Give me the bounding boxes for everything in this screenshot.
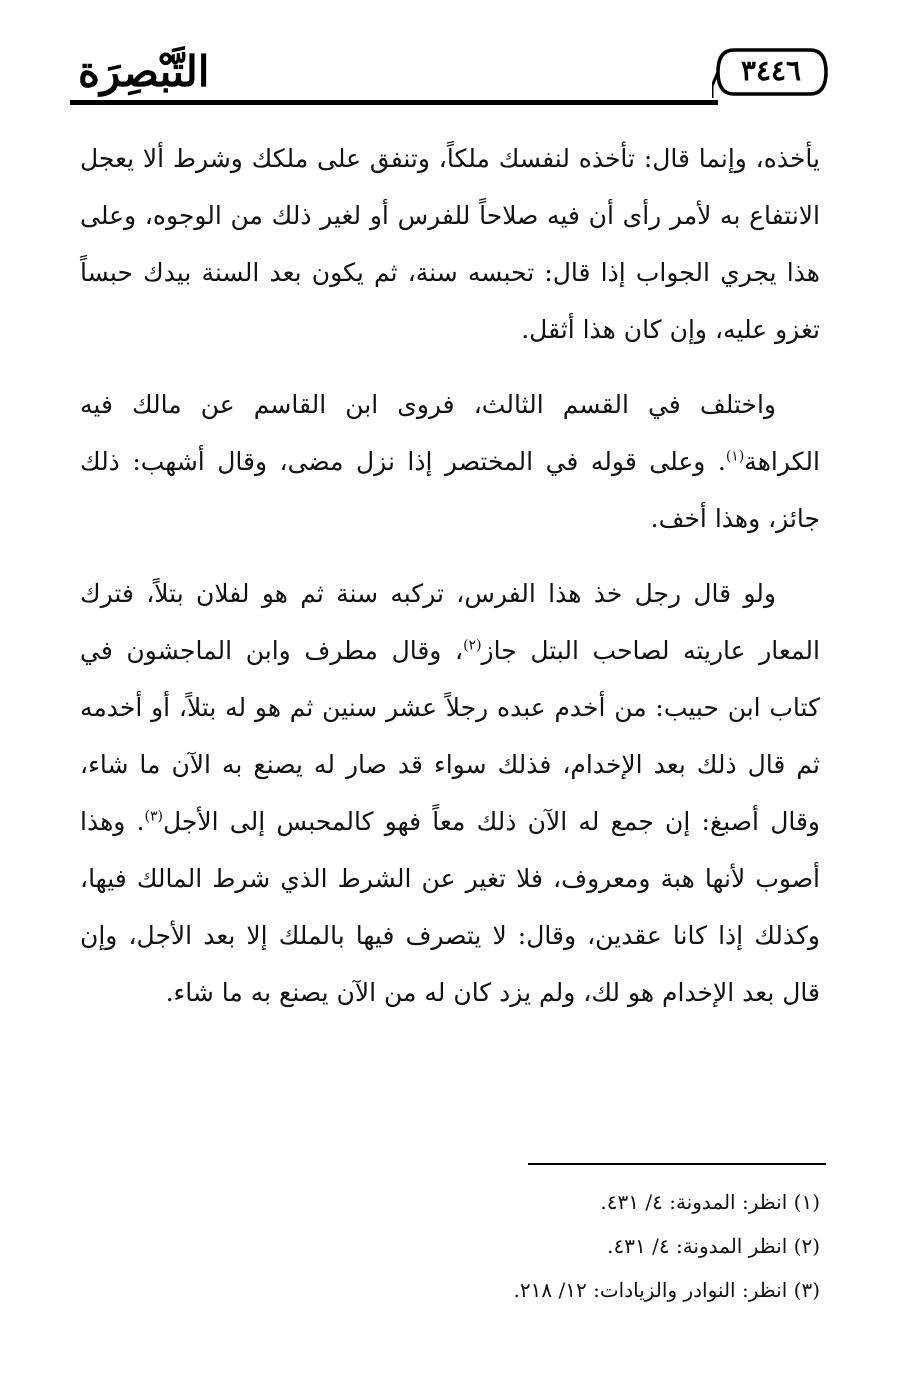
page-number: ٣٤٤٦ [740, 54, 802, 87]
footnotes [120, 1180, 820, 1312]
book-title: التَّبْصِرَة [78, 47, 210, 96]
footnote-ref-3: (٣) [144, 808, 163, 825]
paragraph-2-text-a: واختلف في القسم الثالث، فروى ابن القاسم عن مالك فيه الكراهة [80, 390, 820, 476]
paragraph-1: يأخذه، وإنما قال: تأخذه لنفسك ملكاً، وتنفق على ملكك وشرط ألا يعجل الانتفاع به لأمر رأى أن فيه صلاحاً للفرس أو لغير ذلك من الوجوه، وعلى هذا يجري الجواب إذا قال: تحبسه سنة، ثم يكون بعد السنة بيدك حبساً تغزو عليه، وإن كان هذا أثقل. [80, 144, 820, 344]
footnote-3: (٣) انظر: النوادر والزيادات: ١٢/ ٢١٨. [513, 1278, 820, 1302]
footnote-ref-2: (٢) [463, 637, 482, 654]
main-text [80, 130, 820, 1021]
footnote-1: (١) انظر: المدونة: ٤/ ٤٣١. [600, 1190, 820, 1214]
footnote-2: (٢) انظر المدونة: ٤/ ٤٣١. [607, 1234, 820, 1258]
page-number-frame [712, 46, 830, 98]
paragraph-3 [80, 565, 820, 1021]
paragraph-2-text-b: . وعلى قوله في المختصر إذا نزل مضى، وقال أشهب: ذلك جائز، وهذا أخف. [80, 447, 820, 533]
footnote-ref-1: (١) [725, 448, 745, 465]
paragraph-3-text-a: ولو قال رجل خذ هذا الفرس، تركبه سنة ثم هو لفلان بتلاً، فترك المعار عاريته لصاحب البتل جاز [80, 579, 820, 665]
header-rule [70, 100, 718, 105]
page-header [70, 40, 830, 110]
paragraph-3-text-c: . وهذا أصوب لأنها هبة ومعروف، فلا تغير عن الشرط الذي شرط المالك فيها، وكذلك إذا كانا عقدين، وقال: لا يتصرف فيها بالملك إلا بعد الأجل، وإن قال بعد الإخدام هو لك، ولم يزد كان له من الآن يصنع به ما شاء. [80, 807, 820, 1007]
footnote-separator [528, 1163, 826, 1165]
paragraph-2 [80, 376, 820, 547]
paragraph-3-text-b: ، وقال مطرف وابن الماجشون في كتاب ابن حبيب: من أخدم عبده رجلاً عشر سنين ثم هو له بتلاً، أو أخدمه ثم قال ذلك بعد الإخدام، فذلك سواء قد صار له يصنع به الآن ما شاء، وقال أصبغ: إن جمع له الآن ذلك معاً فهو كالمحبس إلى الأجل [80, 636, 820, 836]
